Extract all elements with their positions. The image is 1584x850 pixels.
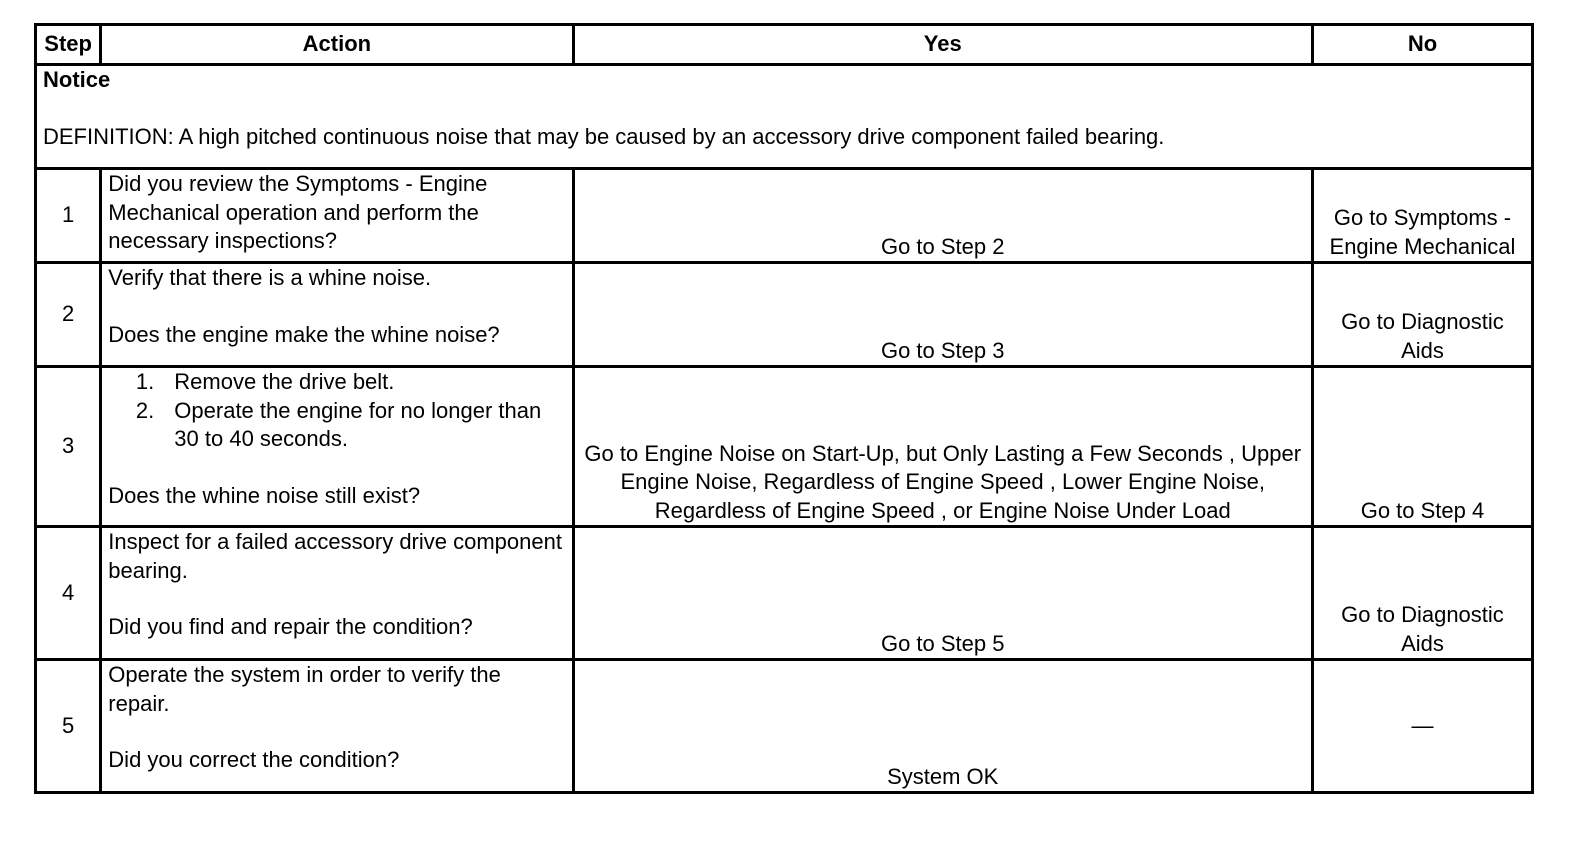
no-cell: Go to Symptoms - Engine Mechanical: [1312, 169, 1532, 263]
action-cell: [101, 527, 573, 660]
yes-cell: Go to Step 2: [573, 169, 1312, 263]
step-number: 3: [36, 367, 101, 527]
yes-cell: Go to Step 5: [573, 527, 1312, 660]
action-question: Does the engine make the whine noise?: [108, 321, 500, 347]
action-text: Did you review the Symptoms - Engine Mechanical operation and perform the necessary inspections?: [108, 171, 488, 253]
step-number: 5: [36, 660, 101, 793]
action-list-item: 2. Operate the engine for no longer than 30 to 40 seconds.: [160, 397, 565, 454]
action-list-item: 1. Remove the drive belt.: [160, 368, 565, 397]
yes-cell: Go to Engine Noise on Start-Up, but Only Lasting a Few Seconds , Upper Engine Noise, Regardless of Engine Speed , Lower Engine Noise, Regardless of Engine Speed , or Engine Noise Under Load: [573, 367, 1312, 527]
action-question: Does the whine noise still exist?: [108, 482, 421, 508]
action-list: [108, 368, 565, 454]
notice-title: Notice: [43, 67, 111, 92]
table-row: [36, 660, 1533, 793]
step-number: 2: [36, 263, 101, 367]
diagnostic-table: [34, 23, 1534, 794]
header-yes: Yes: [573, 25, 1312, 65]
action-text: Operate the system in order to verify the repair.: [108, 662, 501, 716]
header-step: Step: [36, 25, 101, 65]
step-number: 1: [36, 169, 101, 263]
action-question: Did you find and repair the condition?: [108, 614, 473, 639]
notice-definition: DEFINITION: A high pitched continuous noise that may be caused by an accessory drive component failed bearing.: [43, 123, 1165, 149]
action-cell: [101, 367, 573, 527]
no-cell: Go to Step 4: [1312, 367, 1532, 527]
table-row: [36, 169, 1533, 263]
header-no: No: [1312, 25, 1532, 65]
action-question: Did you correct the condition?: [108, 747, 400, 772]
notice-row: [36, 65, 1533, 169]
table-row: [36, 527, 1533, 660]
action-cell: [101, 263, 573, 367]
action-cell: [101, 169, 573, 263]
table-row: [36, 263, 1533, 367]
no-cell: Go to Diagnostic Aids: [1312, 263, 1532, 367]
action-cell: [101, 660, 573, 793]
notice-cell: [36, 65, 1533, 169]
table-row: [36, 367, 1533, 527]
action-text: Inspect for a failed accessory drive component bearing.: [108, 529, 562, 583]
step-number: 4: [36, 527, 101, 660]
no-cell: Go to Diagnostic Aids: [1312, 527, 1532, 660]
no-cell: —: [1312, 660, 1532, 793]
yes-cell: System OK: [573, 660, 1312, 793]
action-text: Verify that there is a whine noise.: [108, 265, 432, 290]
header-row: [36, 25, 1533, 65]
yes-cell: Go to Step 3: [573, 263, 1312, 367]
header-action: Action: [101, 25, 573, 65]
